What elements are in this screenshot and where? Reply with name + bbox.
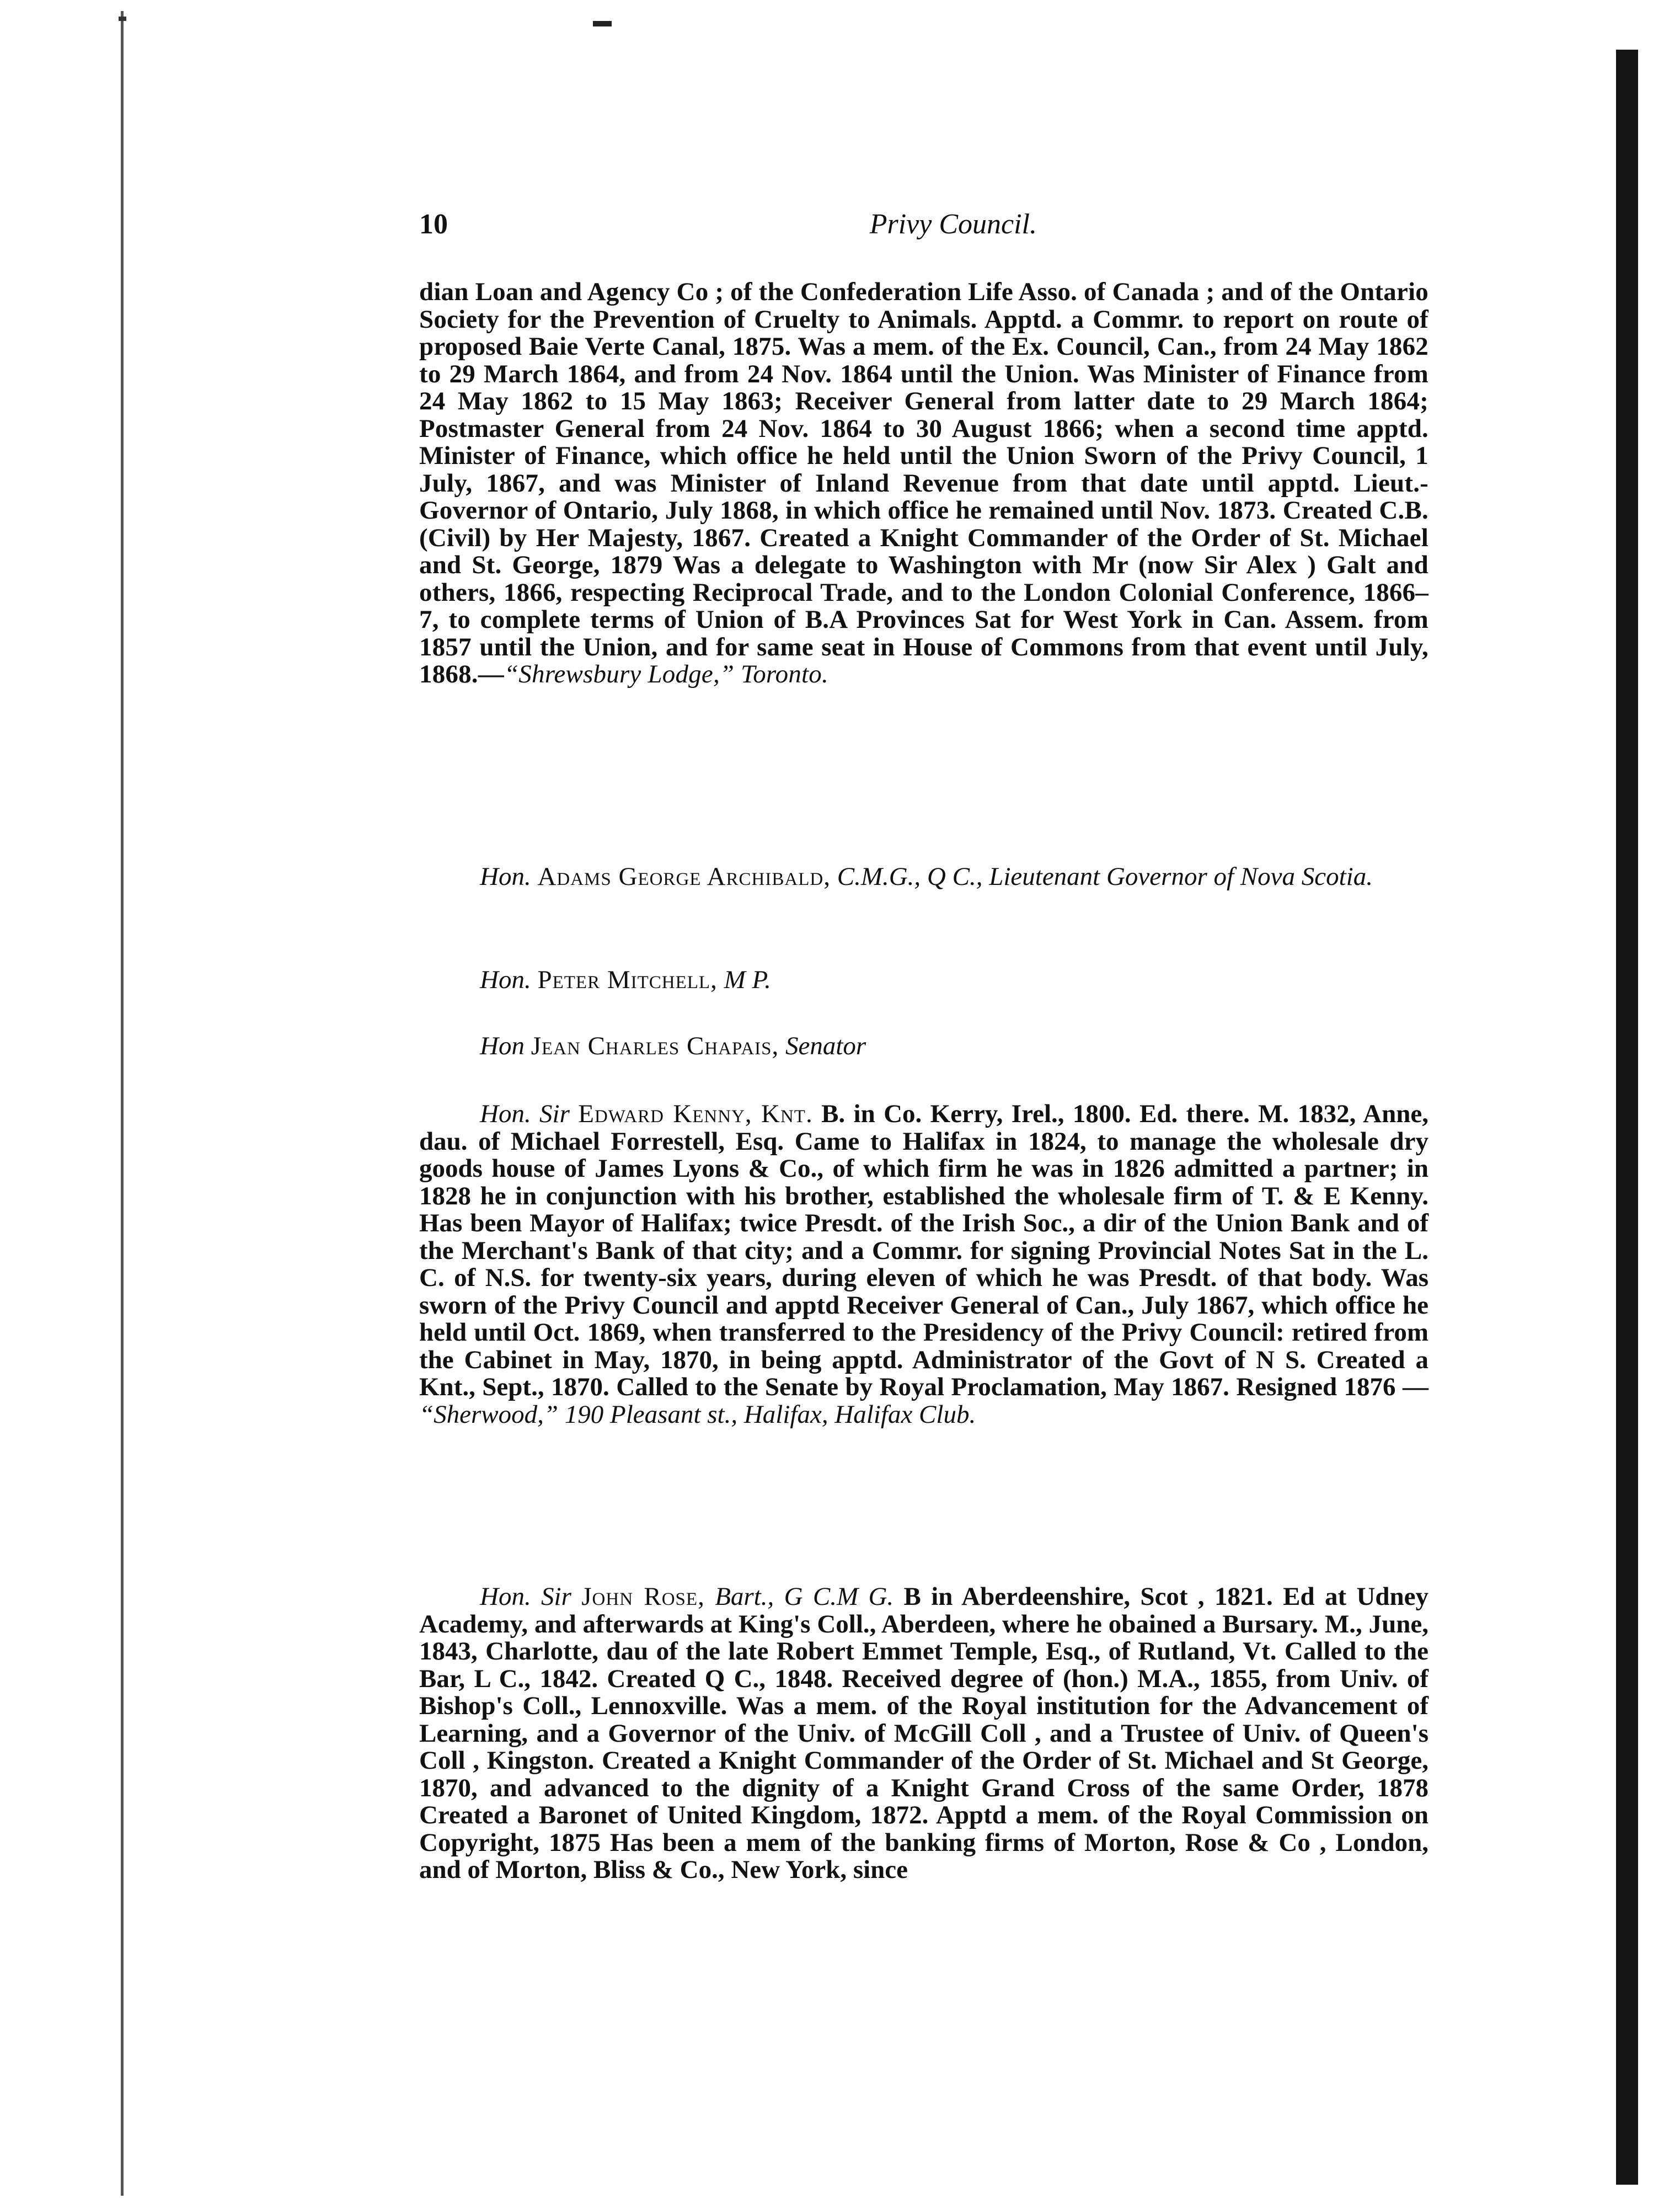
- entry-mitchell: [480, 965, 771, 994]
- entry-rose-body: B in Aberdeenshire, Scot , 1821. Ed at Udney Academy, and afterwards at King's Coll., Aberdeen, where he obained a Bursary. M., June, 1843, Charlotte, dau of the late Robert Emmet Temple, Esq., of Rutland, Vt. Called to the Bar, L C., 1842. Created Q C., 1848. Received degree of (hon.) M.A., 1855, from Univ. of Bishop's Coll., Lennoxville. Was a mem. of the Royal institution for the Advancement of Learning, and a Governor of the Univ. of McGill Coll , and a Trustee of Univ. of Queen's Coll , Kingston. Created a Knight Commander of the Order of St. Michael and St George, 1870, and advanced to the dignity of a Knight Grand Cross of the same Order, 1878 Created a Baronet of United Kingdom, 1872. Apptd a mem. of the Royal Commission on Copyright, 1875 Has been a mem of the banking firms of Morton, Rose & Co , London, and of Morton, Bliss & Co., New York, since: [419, 1582, 1429, 1884]
- entry-rose: [419, 1583, 1428, 1884]
- continued-entry-body: dian Loan and Agency Co ; of the Confederation Life Asso. of Canada ; and of the Ontario Society for the Prevention of Cruelty to Animals. Apptd. a Commr. to report on route of proposed Baie Verte Canal, 1875. Was a mem. of the Ex. Council, Can., from 24 May 1862 to 29 March 1864, and from 24 Nov. 1864 until the Union. Was Minister of Finance from 24 May 1862 to 15 May 1863; Receiver General from latter date to 29 March 1864; Postmaster General from 24 Nov. 1864 to 30 August 1866; when a second time apptd. Minister of Finance, which office he held until the Union Sworn of the Privy Council, 1 July, 1867, and was Minister of Inland Revenue from that date until apptd. Lieut.-Governor of Ontario, July 1868, in which office he remained until Nov. 1873. Created C.B. (Civil) by Her Majesty, 1867. Created a Knight Commander of the Order of St. Michael and St. George, 1879 Was a delegate to Washington with Mr (now Sir Alex ) Galt and others, 1866, respecting Reciprocal Trade, and to the London Colonial Conference, 1866–7, to complete terms of Union of B.A Provinces Sat for West York in Can. Assem. from 1857 until the Union, and for same seat in House of Commons from that event until July, 1868.—: [419, 277, 1428, 689]
- entry-chapais-title: Senator: [785, 1032, 866, 1060]
- continued-entry-address: “Shrewsbury Lodge,” Toronto.: [504, 660, 828, 689]
- entry-chapais-prefix: Hon: [480, 1032, 525, 1060]
- entry-archibald-prefix: Hon.: [480, 862, 531, 891]
- entry-archibald-name: Adams George Archibald,: [537, 862, 831, 891]
- entry-archibald-heading: [419, 863, 1428, 891]
- entry-mitchell-title: M P.: [724, 965, 771, 994]
- entry-kenny: [419, 1101, 1428, 1428]
- entry-rose-title: Bart., G C.M G.: [715, 1582, 894, 1611]
- entry-mitchell-name: Peter Mitchell,: [537, 965, 718, 994]
- left-scan-edge: [119, 11, 129, 2196]
- page-number: 10: [419, 209, 448, 240]
- entry-kenny-address: “Sherwood,” 190 Pleasant st., Halifax, Halifax Club.: [419, 1400, 976, 1429]
- right-scan-edge: [1616, 50, 1638, 2185]
- entry-archibald: [419, 863, 1428, 891]
- entry-archibald-title: C.M.G., Q C., Lieutenant Governor of Nova Scotia.: [837, 862, 1373, 891]
- entry-kenny-text: [419, 1101, 1428, 1428]
- entry-kenny-body: B. in Co. Kerry, Irel., 1800. Ed. there. M. 1832, Anne, dau. of Michael Forrestell, Esq. Came to Halifax in 1824, to manage the wholesale dry goods house of James Lyons & Co., of which firm he was in 1826 admitted a partner; in 1828 he in conjunction with his brother, established the wholesale firm of T. & E Kenny. Has been Mayor of Halifax; twice Presdt. of the Irish Soc., a dir of the Union Bank and of the Merchant's Bank of that city; and a Commr. for signing Provincial Notes Sat in the L. C. of N.S. for twenty-six years, during eleven of which he was Presdt. of that body. Was sworn of the Privy Council and apptd Receiver General of Can., July 1867, which office he held until Oct. 1869, when transferred to the Presidency of the Privy Council: retired from the Cabinet in May, 1870, in being apptd. Administrator of the Govt of N S. Created a Knt., Sept., 1870. Called to the Senate by Royal Proclamation, May 1867. Resigned 1876 —: [419, 1100, 1429, 1401]
- continued-entry: [419, 279, 1428, 689]
- entry-kenny-name: Edward Kenny, Knt.: [578, 1100, 813, 1128]
- entry-rose-name: John Rose,: [581, 1582, 705, 1611]
- entry-chapais-name: Jean Charles Chapais,: [531, 1032, 779, 1060]
- entry-rose-prefix: Hon. Sir: [480, 1582, 571, 1611]
- entry-kenny-prefix: Hon. Sir: [480, 1100, 570, 1128]
- page-header: [419, 205, 1037, 244]
- continued-entry-text: [419, 279, 1428, 689]
- entry-rose-text: [419, 1583, 1428, 1884]
- entry-chapais: [480, 1032, 866, 1060]
- entry-mitchell-prefix: Hon.: [480, 965, 531, 994]
- running-title: Privy Council.: [869, 209, 1037, 240]
- top-speck: [593, 21, 612, 26]
